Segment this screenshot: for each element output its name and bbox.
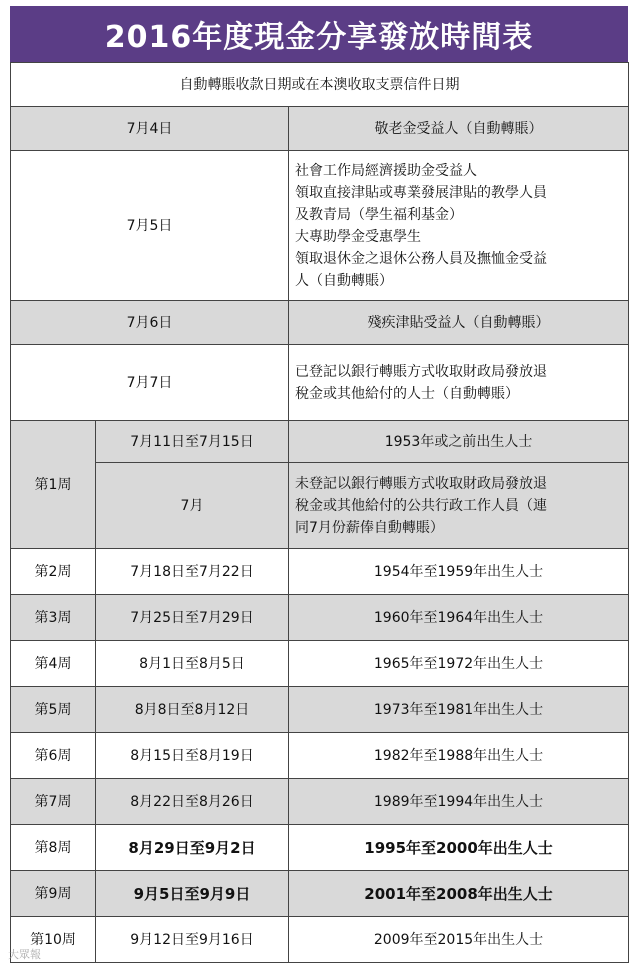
week-label-cell: 第5周 xyxy=(11,687,96,733)
recipient-cell: 1954年至1959年出生人士 xyxy=(289,549,629,595)
subheader-cell: 自動轉賬收款日期或在本澳收取支票信件日期 xyxy=(11,63,629,107)
table-row xyxy=(11,779,629,825)
watermark-logo xyxy=(8,946,41,962)
recipient-cell xyxy=(289,151,629,301)
cell-line: 大專助學金受惠學生 xyxy=(295,228,421,245)
date-cell: 7月18日至7月22日 xyxy=(96,549,289,595)
table-row xyxy=(11,421,629,463)
week-label-cell: 第2周 xyxy=(11,549,96,595)
subheader-row xyxy=(11,63,629,107)
recipient-cell xyxy=(289,301,629,345)
week-label-cell: 第1周 xyxy=(11,421,96,549)
recipient-cell xyxy=(289,345,629,421)
date-cell: 9月5日至9月9日 xyxy=(96,871,289,917)
recipient-cell: 1965年至1972年出生人士 xyxy=(289,641,629,687)
recipient-cell xyxy=(289,463,629,549)
date-cell: 8月29日至9月2日 xyxy=(96,825,289,871)
cell-line: 敬老金受益人（自動轉賬） xyxy=(374,120,543,137)
schedule-table-body xyxy=(11,63,629,963)
cell-line: 社會工作局經濟援助金受益人 xyxy=(295,162,477,179)
page-title: 2016年度現金分享發放時間表 xyxy=(10,6,628,62)
table-row xyxy=(11,733,629,779)
schedule-table xyxy=(10,62,629,963)
table-row xyxy=(11,641,629,687)
date-cell: 8月15日至8月19日 xyxy=(96,733,289,779)
recipient-cell: 1995年至2000年出生人士 xyxy=(289,825,629,871)
week-label-cell: 第7周 xyxy=(11,779,96,825)
date-cell: 8月8日至8月12日 xyxy=(96,687,289,733)
date-cell: 7月 xyxy=(96,463,289,549)
cell-line: 人（自動轉賬） xyxy=(295,272,393,289)
table-row xyxy=(11,151,629,301)
table-row xyxy=(11,107,629,151)
table-row xyxy=(11,463,629,549)
table-row xyxy=(11,687,629,733)
date-cell: 7月7日 xyxy=(11,345,289,421)
recipient-cell xyxy=(289,107,629,151)
cell-line: 殘疾津貼受益人（自動轉賬） xyxy=(367,314,550,331)
date-cell: 7月25日至7月29日 xyxy=(96,595,289,641)
schedule-page xyxy=(10,6,628,963)
recipient-cell: 1973年至1981年出生人士 xyxy=(289,687,629,733)
week-label-cell: 第8周 xyxy=(11,825,96,871)
date-cell: 7月11日至7月15日 xyxy=(96,421,289,463)
recipient-cell: 1960年至1964年出生人士 xyxy=(289,595,629,641)
week-label-cell: 第3周 xyxy=(11,595,96,641)
date-cell: 7月4日 xyxy=(11,107,289,151)
table-row xyxy=(11,301,629,345)
date-cell: 7月5日 xyxy=(11,151,289,301)
cell-line: 稅金或其他給付的公共行政工作人員（連 xyxy=(295,497,547,514)
table-row xyxy=(11,825,629,871)
table-row xyxy=(11,345,629,421)
recipient-cell: 2009年至2015年出生人士 xyxy=(289,917,629,963)
date-cell: 7月6日 xyxy=(11,301,289,345)
cell-line: 1953年或之前出生人士 xyxy=(384,433,533,450)
date-cell: 8月22日至8月26日 xyxy=(96,779,289,825)
cell-line: 稅金或其他給付的人士（自動轉賬） xyxy=(295,385,519,402)
week-label-cell: 第6周 xyxy=(11,733,96,779)
recipient-cell: 2001年至2008年出生人士 xyxy=(289,871,629,917)
cell-line: 未登記以銀行轉賬方式收取財政局發放退 xyxy=(295,475,547,492)
table-row xyxy=(11,917,629,963)
recipient-cell: 1982年至1988年出生人士 xyxy=(289,733,629,779)
recipient-cell: 1989年至1994年出生人士 xyxy=(289,779,629,825)
table-row xyxy=(11,595,629,641)
week-label-cell: 第10周 xyxy=(11,917,96,963)
cell-line: 領取退休金之退休公務人員及撫恤金受益 xyxy=(295,250,547,267)
date-cell: 9月12日至9月16日 xyxy=(96,917,289,963)
table-row xyxy=(11,871,629,917)
week-label-cell: 第9周 xyxy=(11,871,96,917)
cell-line: 同7月份薪俸自動轉賬） xyxy=(295,519,444,536)
cell-line: 領取直接津貼或專業發展津貼的教學人員 xyxy=(295,184,547,201)
date-cell: 8月1日至8月5日 xyxy=(96,641,289,687)
week-label-cell: 第4周 xyxy=(11,641,96,687)
cell-line: 已登記以銀行轉賬方式收取財政局發放退 xyxy=(295,363,547,380)
cell-line: 及教青局（學生福利基金） xyxy=(295,206,463,223)
table-row xyxy=(11,549,629,595)
recipient-cell xyxy=(289,421,629,463)
watermark-text: 大眾報 xyxy=(8,948,41,961)
